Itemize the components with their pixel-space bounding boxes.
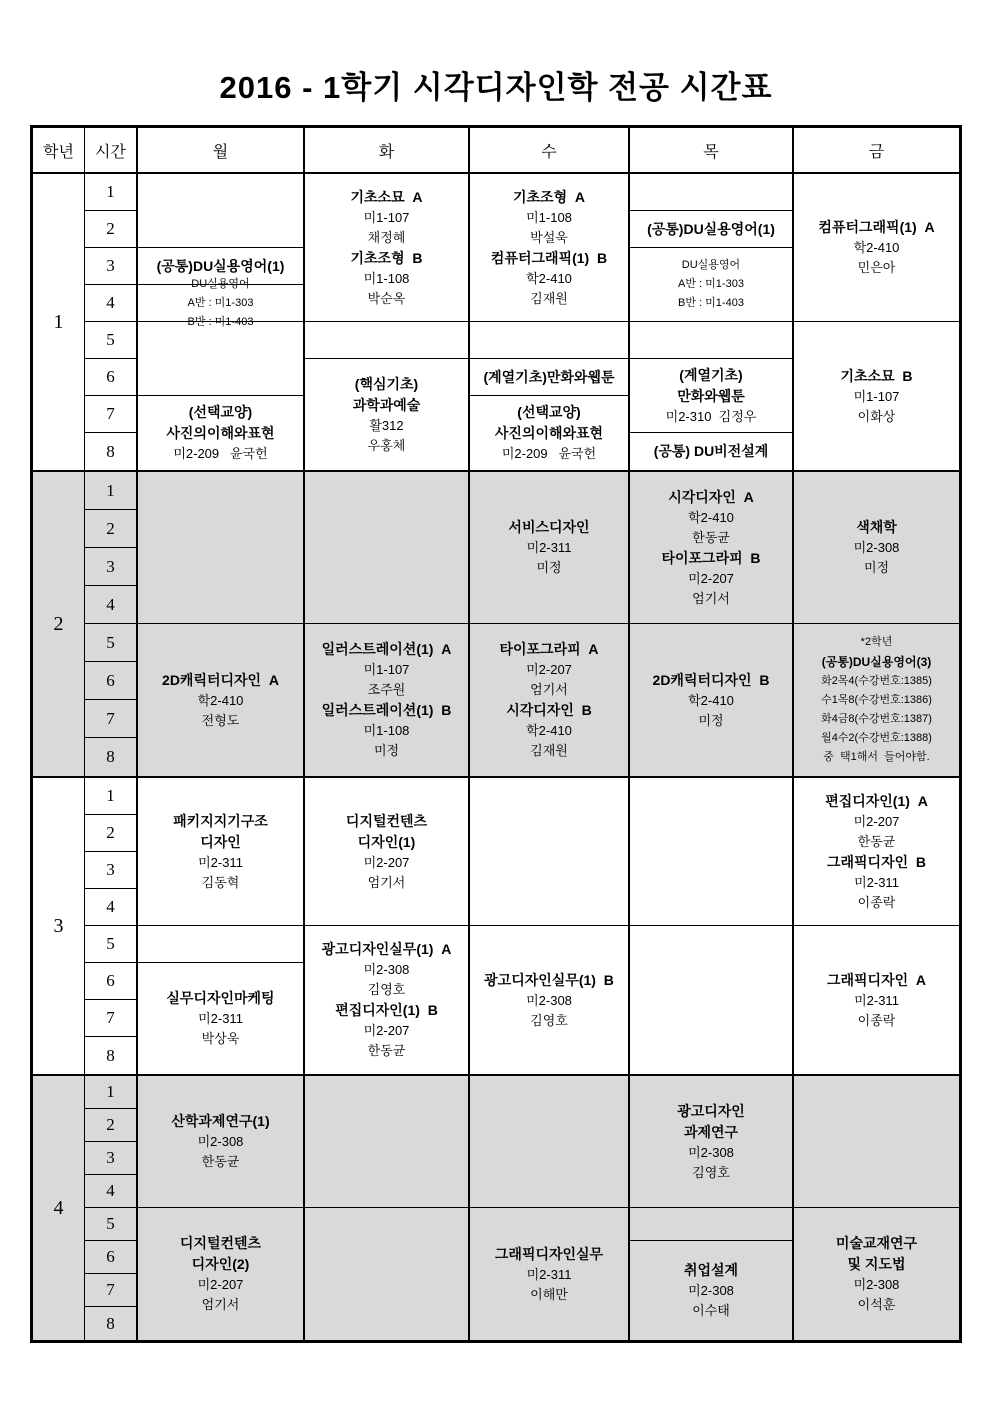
course-line: 엄기서 xyxy=(530,682,568,697)
empty-cell xyxy=(630,322,794,359)
empty-cell xyxy=(305,472,470,624)
grade-label: 2 xyxy=(33,472,85,776)
page-title: 2016 - 1학기 시각디자인학 전공 시간표 xyxy=(219,70,773,105)
course-cell xyxy=(470,926,630,1074)
course-line: 이수태 xyxy=(692,1303,730,1318)
course-line: 김재원 xyxy=(530,743,568,758)
section-grade-1 xyxy=(33,174,959,472)
empty-cell xyxy=(138,322,305,396)
empty-cell xyxy=(138,472,305,624)
time-slot-label: 7 xyxy=(85,700,138,738)
section-grade-3 xyxy=(33,778,959,1076)
course-line: 미2-308 xyxy=(853,540,900,555)
course-line: 2D캐릭터디자인 A xyxy=(162,671,279,688)
course-line: 미2-311 xyxy=(854,874,899,890)
course-line: 컴퓨터그래픽(1) A xyxy=(818,219,935,235)
course-cell xyxy=(630,1241,794,1340)
course-line: 컴퓨터그래픽(1) B xyxy=(490,249,608,266)
course-line: 학2-410 xyxy=(688,509,734,525)
course-line: 미2-311 xyxy=(526,1266,572,1282)
header-time-label: 시간 xyxy=(85,128,138,172)
course-line: 한동균 xyxy=(692,529,730,545)
course-line: 이종락 xyxy=(857,1012,896,1028)
course-line: 디지털컨텐츠 xyxy=(179,1235,262,1251)
course-line: 학2-410 xyxy=(853,240,900,255)
course-cell xyxy=(138,1076,305,1208)
course-line: 미2-311 xyxy=(854,992,899,1008)
course-cell xyxy=(305,174,470,322)
course-cell xyxy=(794,778,959,926)
course-line: B반 : 미1-403 xyxy=(678,297,744,309)
empty-cell xyxy=(305,1076,470,1208)
course-line: 디자인(1) xyxy=(357,833,416,850)
course-line: 미2-207 xyxy=(197,1277,244,1292)
course-line: (선택교양) xyxy=(188,404,253,420)
course-cell xyxy=(794,926,959,1074)
course-line: 미2-207 xyxy=(363,1023,410,1038)
course-line: 그래픽디자인 B xyxy=(826,853,927,870)
course-line: A반 : 미1-303 xyxy=(187,296,254,309)
course-line: 기초조형 A xyxy=(513,188,585,205)
course-cell xyxy=(138,396,305,470)
course-cell xyxy=(630,211,794,248)
course-line: 미2-311 xyxy=(526,540,572,555)
course-line: 과학과예술 xyxy=(352,396,421,413)
course-cell xyxy=(794,1208,959,1340)
course-cell xyxy=(305,624,470,776)
course-line: DU실용영어 xyxy=(681,259,741,271)
course-line: 미2-308 xyxy=(197,1134,244,1149)
course-cell xyxy=(470,174,630,322)
course-line: *2학년 xyxy=(860,636,893,648)
course-line: 미2-311 xyxy=(198,854,243,870)
course-line: B반 : 미1-403 xyxy=(187,315,254,328)
time-slot-label: 4 xyxy=(85,1175,138,1208)
course-line: 활312 xyxy=(369,417,404,433)
time-slot-label: 6 xyxy=(85,359,138,396)
course-line: (공통)DU실용영어(1) xyxy=(156,257,285,274)
course-cell xyxy=(470,624,630,776)
course-line: 미2-308 xyxy=(853,1277,900,1292)
course-line: 타이포그라피 B xyxy=(661,549,761,566)
course-cell xyxy=(138,963,305,1074)
course-cell xyxy=(794,624,959,776)
grade-label: 3 xyxy=(33,778,85,1074)
course-cell xyxy=(470,472,630,624)
course-cell xyxy=(630,433,794,470)
course-cell xyxy=(138,277,305,328)
section-grade-2 xyxy=(33,472,959,778)
course-line: 광고디자인실무(1) A xyxy=(321,941,452,957)
course-line: 미1-107 xyxy=(363,662,410,677)
time-slot-label: 5 xyxy=(85,624,138,662)
course-line: 엄기서 xyxy=(201,1297,240,1312)
course-line: 엄기서 xyxy=(367,874,406,890)
course-line: 조주원 xyxy=(367,682,406,697)
time-slot-label: 3 xyxy=(85,248,138,285)
course-line: 시각디자인 A xyxy=(668,488,754,505)
course-line: 기초조형 B xyxy=(350,249,423,266)
course-line: (계열기초) xyxy=(679,366,743,383)
course-line: 사진의이해와표현 xyxy=(166,425,275,441)
time-slot-label: 4 xyxy=(85,586,138,624)
course-line: 전형도 xyxy=(201,712,240,728)
timetable xyxy=(30,125,962,1343)
course-cell xyxy=(630,359,794,433)
course-line: 서비스디자인 xyxy=(508,519,590,535)
header-day-thu: 목 xyxy=(630,128,794,172)
course-line: 미2-207 xyxy=(363,854,410,870)
course-line: 만화와웹툰 xyxy=(677,387,745,404)
course-line: 학2-410 xyxy=(197,692,244,708)
header-day-fri: 금 xyxy=(868,143,885,161)
empty-cell xyxy=(794,1076,959,1208)
course-line: (공통) DU비전설계 xyxy=(653,443,769,459)
empty-cell xyxy=(470,1076,630,1208)
course-line: 미1-107 xyxy=(363,209,410,225)
course-cell xyxy=(138,624,305,776)
course-cell xyxy=(794,322,959,470)
course-cell xyxy=(305,359,470,470)
course-line: 엄기서 xyxy=(692,590,730,606)
time-slot-label: 2 xyxy=(85,1109,138,1142)
time-slot-label: 3 xyxy=(85,852,138,889)
course-line: 김재원 xyxy=(530,290,568,306)
course-line: 미술교재연구 xyxy=(835,1235,918,1251)
empty-cell xyxy=(630,1208,794,1241)
course-cell xyxy=(630,248,794,322)
course-line: 색채학 xyxy=(856,519,897,535)
course-line: 미2-207 xyxy=(526,662,572,677)
course-line: 미2-310 김정우 xyxy=(665,408,757,424)
empty-cell xyxy=(305,1208,470,1340)
course-cell xyxy=(630,1076,794,1208)
time-slot-label: 8 xyxy=(85,738,138,776)
empty-cell xyxy=(630,926,794,1074)
course-line: 미2-207 xyxy=(853,813,900,829)
time-slot-label: 5 xyxy=(85,1208,138,1241)
course-line: (선택교양) xyxy=(517,404,581,420)
course-line: 디지털컨텐츠 xyxy=(345,812,428,829)
course-line: 편집디자인(1) B xyxy=(335,1002,438,1018)
course-line: 미2-308 xyxy=(688,1283,734,1298)
course-line: 박상욱 xyxy=(201,1031,240,1046)
course-line: 이화상 xyxy=(857,408,896,424)
course-line: (공통)DU실용영어(1) xyxy=(647,220,775,237)
course-line: 월4수2(수강번호:1388) xyxy=(821,732,932,744)
course-line: 그래픽디자인 A xyxy=(826,971,927,988)
course-line: 산학과제연구(1) xyxy=(171,1113,270,1129)
time-slot-label: 5 xyxy=(85,322,138,359)
course-line: (핵심기초) xyxy=(354,375,419,392)
course-cell xyxy=(305,778,470,926)
empty-cell xyxy=(630,778,794,926)
time-slot-label: 1 xyxy=(85,1076,138,1109)
course-line: 미2-308 xyxy=(526,992,572,1008)
course-line: 미2-308 xyxy=(363,962,410,977)
section-grade-4 xyxy=(33,1076,959,1340)
course-line: 화2목4(수강번호:1385) xyxy=(821,675,932,687)
course-line: 학2-410 xyxy=(526,723,572,738)
course-cell xyxy=(794,174,959,322)
course-line: 한동균 xyxy=(857,833,896,849)
time-slot-label: 3 xyxy=(85,548,138,586)
course-cell xyxy=(630,472,794,624)
course-line: 우홍체 xyxy=(367,437,406,453)
header-day-mon: 월 xyxy=(138,128,305,172)
time-slot-label: 8 xyxy=(85,433,138,470)
course-line: 수1목8(수강번호:1386) xyxy=(821,694,932,706)
course-line: 사진의이해와표현 xyxy=(494,425,604,441)
empty-cell xyxy=(470,322,630,359)
course-line: 패키지지기구조 xyxy=(173,812,268,829)
course-line: 김영호 xyxy=(692,1164,730,1180)
time-slot-label: 7 xyxy=(85,1274,138,1307)
course-line: 및 지도법 xyxy=(847,1256,906,1272)
course-line: 미1-108 xyxy=(363,270,410,286)
course-line: 중 택1해서 들어야함. xyxy=(823,751,930,763)
course-line: 기초소묘 B xyxy=(840,367,913,384)
course-cell xyxy=(470,396,630,470)
course-line: 한동균 xyxy=(201,1154,240,1169)
course-line: 취업설계 xyxy=(683,1262,739,1278)
course-line: 학2-410 xyxy=(688,692,734,708)
course-line: 박순옥 xyxy=(367,290,406,306)
course-line: 미정 xyxy=(536,560,562,575)
course-line: 일러스트레이션(1) A xyxy=(321,641,452,657)
course-line: 디자인 xyxy=(200,833,241,850)
time-slot-label: 4 xyxy=(85,889,138,926)
course-line: 이해만 xyxy=(530,1286,568,1302)
empty-cell xyxy=(138,174,305,248)
empty-cell xyxy=(630,174,794,211)
course-line: 과제연구 xyxy=(683,1123,739,1140)
time-slot-label: 6 xyxy=(85,963,138,1000)
empty-cell xyxy=(470,778,630,926)
course-line: 미정 xyxy=(373,743,400,758)
course-line: 미2-311 xyxy=(198,1011,243,1026)
time-slot-label: 1 xyxy=(85,174,138,211)
grade-label: 4 xyxy=(33,1076,85,1340)
course-line: 이종락 xyxy=(857,894,896,910)
course-cell xyxy=(630,624,794,776)
empty-cell xyxy=(138,926,305,963)
header-grade-label: 학년 xyxy=(33,128,85,172)
course-line: 광고디자인 xyxy=(677,1102,745,1119)
time-slot-label: 7 xyxy=(85,1000,138,1037)
course-line: 광고디자인실무(1) B xyxy=(484,971,614,988)
course-line: A반 : 미1-303 xyxy=(678,278,744,290)
empty-cell xyxy=(305,322,470,359)
course-cell xyxy=(138,778,305,926)
course-line: 박설욱 xyxy=(530,229,568,245)
course-cell xyxy=(470,1208,630,1340)
course-line: 화4금8(수강번호:1387) xyxy=(821,713,932,725)
course-line: 그래픽디자인실무 xyxy=(494,1245,604,1262)
time-slot-label: 8 xyxy=(85,1307,138,1340)
time-slot-label: 6 xyxy=(85,1241,138,1274)
header-row xyxy=(33,128,959,174)
course-line: 미1-108 xyxy=(526,209,572,225)
time-slot-label: 2 xyxy=(85,815,138,852)
header-day-wed: 수 xyxy=(470,128,630,172)
course-line: (계열기초)만화와웹툰 xyxy=(483,368,615,385)
course-line: 시각디자인 B xyxy=(506,702,592,718)
course-line: 학2-410 xyxy=(526,270,572,286)
course-line: 채정혜 xyxy=(367,229,406,245)
time-slot-label: 2 xyxy=(85,510,138,548)
course-line: 일러스트레이션(1) B xyxy=(321,702,452,718)
course-line: 실무디자인마케팅 xyxy=(166,990,275,1006)
course-cell xyxy=(305,926,470,1074)
course-line: 김영호 xyxy=(530,1012,568,1028)
course-line: 2D캐릭터디자인 B xyxy=(652,671,770,688)
course-line: 이석훈 xyxy=(857,1297,896,1312)
course-line: 한동균 xyxy=(367,1043,406,1058)
course-line: 김영호 xyxy=(367,982,406,997)
course-cell xyxy=(470,359,630,396)
course-line: 미2-308 xyxy=(688,1144,734,1160)
course-line: 미2-209 윤국헌 xyxy=(173,446,268,461)
course-line: 미정 xyxy=(863,560,890,575)
header-day-tue: 화 xyxy=(305,128,470,172)
course-line: 미2-207 xyxy=(688,570,734,586)
time-slot-label: 7 xyxy=(85,396,138,433)
time-slot-label: 2 xyxy=(85,211,138,248)
course-cell xyxy=(138,1208,305,1340)
time-slot-label: 5 xyxy=(85,926,138,963)
course-line: 미정 xyxy=(698,712,724,728)
grade-label: 1 xyxy=(33,174,85,470)
time-slot-label: 6 xyxy=(85,662,138,700)
course-line: DU실용영어 xyxy=(191,277,250,290)
course-line: 미1-108 xyxy=(363,723,410,738)
time-slot-label: 3 xyxy=(85,1142,138,1175)
time-slot-label: 4 xyxy=(85,285,138,322)
course-line: 미2-209 윤국헌 xyxy=(501,446,597,461)
course-line: (공통)DU실용영어(3) xyxy=(821,655,932,669)
course-line: 디자인(2) xyxy=(191,1256,250,1272)
course-line: 기초소묘 A xyxy=(350,188,423,205)
time-slot-label: 1 xyxy=(85,778,138,815)
course-line: 민은아 xyxy=(857,260,896,275)
course-line: 타이포그라피 A xyxy=(499,641,599,657)
course-line: 미1-107 xyxy=(853,388,900,404)
time-slot-label: 8 xyxy=(85,1037,138,1074)
course-cell xyxy=(794,472,959,624)
time-slot-label: 1 xyxy=(85,472,138,510)
course-line: 김동혁 xyxy=(201,874,240,890)
course-line: 편집디자인(1) A xyxy=(825,792,928,809)
